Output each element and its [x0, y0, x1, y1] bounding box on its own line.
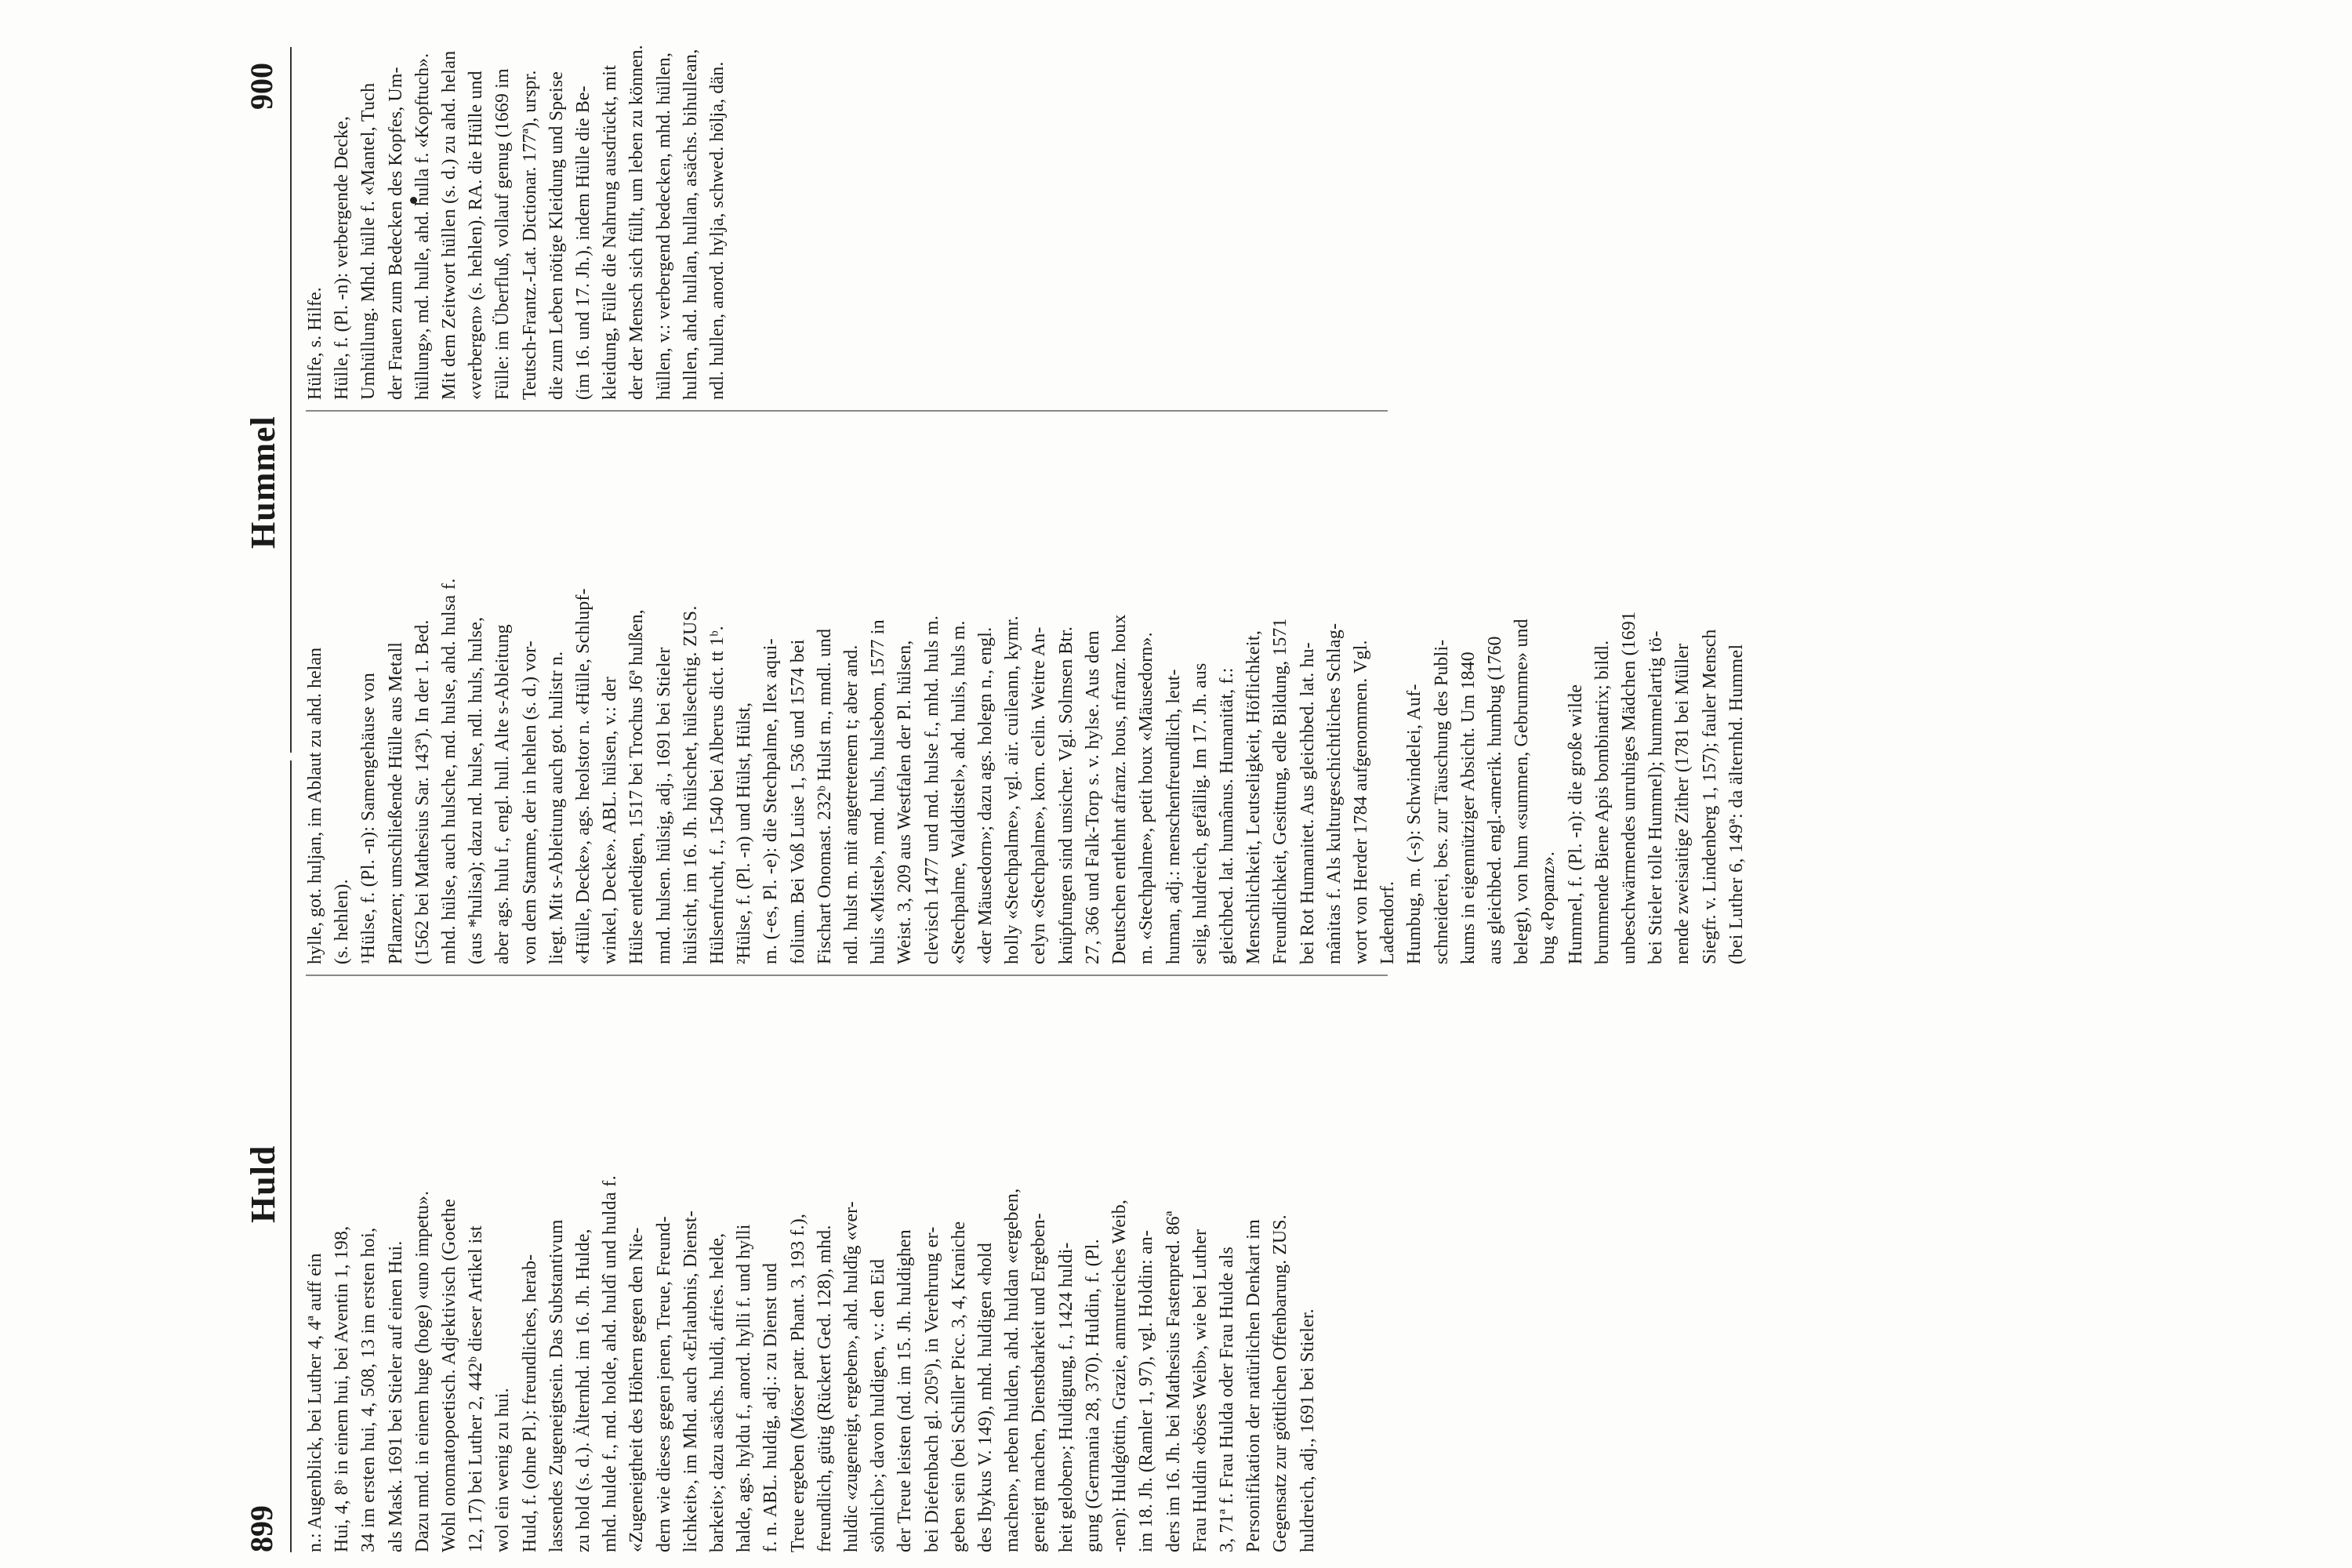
text-line: Personifikation der natürlichen Denkart im — [1243, 1218, 1265, 1552]
text-line: wort von Herder 1784 aufgenommen. Vgl. — [1350, 640, 1371, 964]
text-line: bug «Popanz». — [1538, 851, 1559, 964]
text-line: mhd. hulde f., md. holde, ahd. huldî und hulda f. — [600, 1175, 621, 1552]
text-line: folium. Bei Voß Luise 1, 536 und 1574 bei — [787, 639, 808, 964]
text-line: mânitas f. Als kulturgeschichtliches Schlag- — [1323, 622, 1345, 964]
text-line: human, adj.: menschenfreundlich, leut- — [1163, 669, 1184, 964]
text-line: aus gleichbed. engl.-amerik. humbug (1760 — [1484, 636, 1505, 964]
text-line: hullen, ahd. hullan, hullan, asächs. bihullean, — [680, 49, 701, 400]
text-line: mnd. hulsen. hülsig, adj., 1691 bei Stieler — [653, 647, 674, 964]
running-head-left: Huld — [244, 1145, 282, 1223]
text-line: ²Hülse, f. (Pl. -n) und Hülst, Hülst, — [734, 702, 755, 964]
text-line: Huld, f. (ohne Pl.): freundliches, herab- — [519, 1254, 540, 1552]
text-line: «Stechpalme, Walddistel», ahd. hulis, huls m. — [948, 620, 969, 964]
text-line: freundlich, gütig (Rückert Ged. 128), mhd. — [814, 1225, 835, 1552]
text-line: bei Stieler tolle Hummel); hummelartig tö- — [1646, 630, 1667, 964]
text-line: (1562 bei Mathesius Sar. 143ª). In der 1. Bed. — [412, 619, 433, 964]
text-line: (aus *hulisa); dazu nd. hulse, ndl. huls, hulse, — [466, 616, 487, 964]
column-2-lines — [302, 423, 1750, 964]
text-line: Frau Huldin «böses Weib», wie bei Luther — [1189, 1229, 1210, 1552]
text-line: unbeschwärmendes unruhiges Mädchen (1691 — [1618, 611, 1639, 964]
text-column-3 — [302, 47, 1392, 400]
text-line: lassendes Zugeneigtsein. Das Substantivum — [546, 1219, 567, 1552]
text-line: Hui, 4, 8ᵇ in einem hui, bei Aventin 1, 198, — [332, 1225, 353, 1552]
text-line: Fülle: im Überfluß, vollauf genug (1669 im — [492, 68, 514, 400]
text-line: Hülfe, s. Hilfe. — [305, 287, 325, 400]
text-line: bei Diefenbach gl. 205ᵇ), in Verehrung er- — [921, 1226, 942, 1552]
text-line: Treue ergeben (Möser patr. Phant. 3, 193 f.), — [787, 1214, 808, 1552]
text-line: barkeit»; dazu asächs. huldi, afries. helde, — [707, 1232, 728, 1552]
text-line: Menschlichkeit, Leutseligkeit, Höflichkeit, — [1243, 630, 1265, 964]
text-line: kleidung, Fülle die Nahrung ausdrückt, mit — [600, 64, 621, 400]
text-line: der der Mensch sich füllt, um leben zu können. — [626, 45, 648, 400]
text-line: gung (Germania 28, 370). Huldin, f. (Pl. — [1082, 1239, 1103, 1552]
text-line: 3, 71ª f. Frau Hulda oder Frau Hulde als — [1216, 1247, 1237, 1552]
text-line: gleichbed. lat. humânus. Humanität, f.: — [1216, 667, 1237, 964]
text-line: dern wie dieses gegen jenen, Treue, Freund- — [653, 1216, 674, 1552]
text-line: Hülle, f. (Pl. -n): verbergende Decke, — [332, 116, 353, 400]
text-line: 12, 17) bei Luther 2, 442ᵇ dieser Artikel ist — [466, 1225, 487, 1552]
text-line: huldic «zugeneigt, ergeben», ahd. huldîg «ver- — [841, 1201, 862, 1552]
text-line: (s. hehlen). — [332, 879, 353, 964]
text-line: ¹Hülse, f. (Pl. -n): Samengehäuse von — [358, 672, 379, 964]
text-line: clevisch 1477 und md. hulse f., mhd. huls m. — [921, 615, 942, 964]
text-line: (bei Luther 6, 149ª: da älternhd. Hummel — [1726, 644, 1747, 964]
text-line: lichkeit», im Mhd. auch «Erlaubnis, Dienst- — [680, 1210, 701, 1552]
column-3-lines — [302, 47, 731, 400]
text-column-1 — [302, 988, 1392, 1552]
text-line: Dazu mnd. in einem huge (hoge) «uno impetu». — [412, 1190, 433, 1552]
text-line: «Zugeneigtheit des Höhern gegen den Nie- — [626, 1227, 648, 1552]
page-number-right: 900 — [244, 63, 279, 110]
text-line: Hummel, f. (Pl. -n): die große wilde — [1565, 684, 1586, 964]
text-line: im 18. Jh. (Ramler 1, 97), vgl. Holdin: an- — [1136, 1229, 1157, 1552]
text-line: des Ibykus V. 149), mhd. huldigen «hold — [975, 1243, 996, 1552]
text-line: schneiderei, bes. zur Täuschung des Publi- — [1431, 639, 1452, 964]
text-line: geneigt machen, Dienstbarkeit und Ergeben- — [1029, 1213, 1050, 1552]
text-line: huldreich, adj., 1691 bei Stieler. — [1297, 1308, 1318, 1552]
text-line: Pflanzen; umschließende Hülle aus Metall — [385, 641, 406, 964]
text-line: Umhüllung. Mhd. hülle f. «Mantel, Tuch — [358, 82, 379, 400]
text-line: 27, 366 und Falk-Torp s. v. hylse. Aus dem — [1082, 630, 1103, 964]
text-line: der Treue leisten (nd. im 15. Jh. huldighen — [895, 1229, 916, 1552]
text-line: Siegfr. v. Lindenberg 1, 157); fauler Mensch — [1699, 629, 1720, 964]
header-rule-right — [290, 47, 292, 753]
text-line: hulis «Mistel», mnd. huls, hulsebom, 1577 in — [868, 619, 889, 964]
text-line: «der Mäusedorn»; dazu ags. holegn n., engl. — [975, 626, 996, 964]
text-line: hülsicht, im 16. Jh. hülschet, hülsechtig. ZUS. — [680, 605, 701, 964]
text-line: mhd. hülse, auch hulsche, md. hulse, ahd. hulsa f. — [439, 578, 460, 964]
text-line: machen», neben hulden, ahd. huldan «ergeben, — [1002, 1188, 1023, 1552]
text-column-2 — [302, 423, 1747, 964]
text-line: Hülsenfrucht, f., 1540 bei Alberus dict. tt 1ᵇ. — [707, 626, 728, 964]
text-line: Mit dem Zeitwort hüllen (s. d.) zu ahd. helan — [439, 50, 460, 400]
text-line: selig, huldreich, gefällig. Im 17. Jh. aus — [1189, 662, 1210, 964]
text-line: ders im 16. Jh. bei Mathesius Fastenpred. 86ª — [1163, 1210, 1184, 1552]
text-line: «Hülle, Decke», ags. heolstor n. «Hülle, Schlupf- — [573, 588, 594, 964]
text-line: m. (-es, Pl. -e): die Stechpalme, Ilex aqui- — [760, 637, 782, 964]
text-line: belegt), von hum «summen, Gebrumme» und — [1512, 619, 1533, 964]
running-head-right: Hummel — [244, 416, 282, 549]
text-line: Wohl onomatopoetisch. Adjektivisch (Goethe — [439, 1198, 460, 1552]
text-line: wol ein wenig zu hui. — [492, 1388, 514, 1552]
text-line: Freundlichkeit, Gesittung, edle Bildung, 1571 — [1270, 618, 1291, 964]
page-number-left: 899 — [244, 1505, 279, 1552]
text-line: celyn «Stechpalme», korn. celin. Weitre An- — [1029, 626, 1050, 964]
text-line: Gegensatz zur göttlichen Offenbarung. ZUS. — [1270, 1214, 1291, 1552]
text-line: Hülse entledigen, 1517 bei Trochus J6ª hulßen, — [626, 609, 648, 964]
text-line: kums in eigennütziger Absicht. Um 1840 — [1457, 652, 1479, 964]
text-line: halde, ags. hyldu f., anord. hylli f. und hylli — [734, 1224, 755, 1552]
text-line: hylle, got. huljan, im Ablaut zu ahd. helan — [305, 647, 325, 964]
text-line: Humbug, m. (-s): Schwindelei, Auf- — [1404, 684, 1425, 964]
text-line: -nen): Huldgöttin, Grazie, anmutreiches Weib, — [1109, 1199, 1131, 1552]
rotated-dictionary-spread — [235, 31, 2180, 1568]
text-line: Ladendorf. — [1377, 880, 1399, 964]
text-line: holly «Stechpalme», vgl. air. cuileann, kymr. — [1002, 615, 1023, 964]
text-line: knüpfungen sind unsicher. Vgl. Solmsen Btr. — [1055, 626, 1076, 964]
text-line: Weist. 3, 209 aus Westfalen der Pl. hülsen, — [895, 640, 916, 964]
text-line: zu hold (s. d.). Älternhd. im 16. Jh. Hulde, — [573, 1229, 594, 1552]
text-line: n.: Augenblick, bei Luther 4, 4ª auff ein — [305, 1253, 325, 1552]
text-line: ndl. hulst m. mit angetretenem t; aber and. — [841, 644, 862, 964]
text-line: von dem Stamme, der in hehlen (s. d.) vor- — [519, 641, 540, 964]
text-line: 34 im ersten hui, 4, 508, 13 im ersten hoi, — [358, 1227, 379, 1552]
text-line: hüllen, v.: verbergend bedecken, mhd. hüllen, — [653, 52, 674, 400]
text-line: ndl. hullen, anord. hylja, schwed. hölja, dän. — [707, 61, 728, 400]
column-divider-1 — [306, 975, 1388, 976]
text-line: der Frauen zum Bedecken des Kopfes, Um- — [385, 67, 406, 400]
text-line: Deutschen entlehnt afranz. hous, nfranz. houx — [1109, 614, 1131, 964]
column-divider-2 — [306, 410, 1388, 412]
text-line: geben sein (bei Schiller Picc. 3, 4, Kraniche — [948, 1221, 969, 1552]
text-line: m. «Stechpalme», petit houx «Mäusedorn». — [1136, 632, 1157, 964]
text-line: «verbergen» (s. hehlen). RA. die Hülle und — [466, 71, 487, 400]
text-line: heit geloben»; Huldigung, f., 1424 huldi- — [1055, 1242, 1076, 1552]
text-line: winkel, Decke». ABL. hülsen, v.: der — [600, 676, 621, 964]
text-line: hüllung», md. hulle, ahd. hulla f. «Kopftuch». — [412, 53, 433, 400]
text-line: brummende Biene Apis bombinatrix; bildl. — [1592, 640, 1613, 964]
text-line: (im 16. und 17. Jh.), indem Hülle die Be- — [573, 85, 594, 400]
header-rule-left — [290, 760, 292, 1552]
text-line: f. n. ABL. huldig, adj.: zu Dienst und — [760, 1262, 782, 1552]
text-line: als Mask. 1691 bei Stieler auf einen Hui. — [385, 1240, 406, 1552]
text-line: aber ags. hulu f., engl. hull. Alte s-Ableitung — [492, 624, 514, 964]
text-line: die zum Leben nötige Kleidung und Speise — [546, 71, 567, 400]
text-line: Teutsch-Frantz.-Lat. Dictionar. 177ª), urspr. — [519, 70, 540, 400]
text-line: söhnlich»; davon huldigen, v.: den Eid — [868, 1258, 889, 1552]
text-line: bei Rot Humanitet. Aus gleichbed. lat. hu- — [1297, 642, 1318, 964]
text-line: Fischart Onomast. 232ᵇ Hulst m., mndl. und — [814, 628, 835, 964]
text-line: nende zweisaitige Zither (1781 bei Müller — [1672, 643, 1693, 964]
column-1-lines — [302, 988, 1321, 1552]
text-line: liegt. Mit s-Ableitung auch got. hulistr n. — [546, 651, 567, 964]
